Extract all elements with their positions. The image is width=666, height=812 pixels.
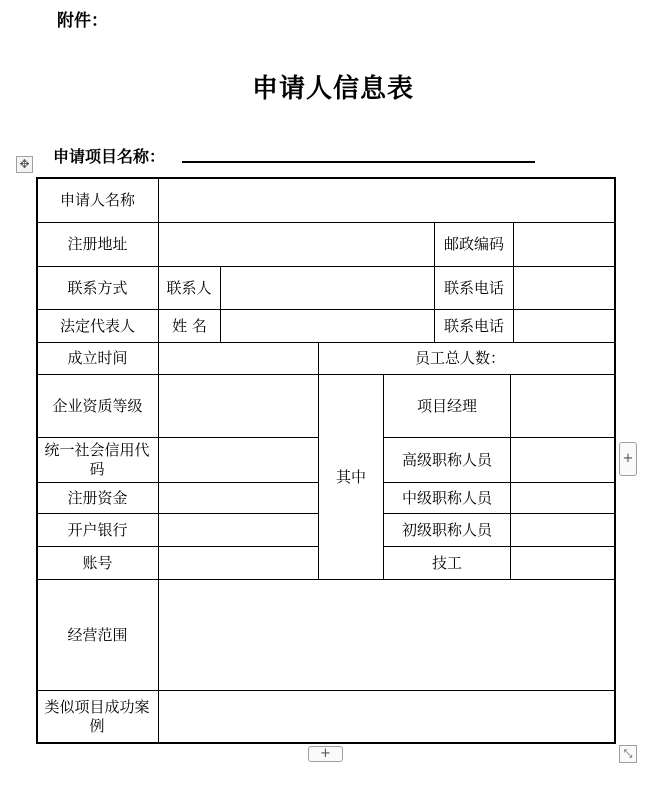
move-icon: ✥ — [19, 157, 30, 171]
registered-address-field[interactable] — [159, 223, 434, 266]
registered-address-label: 注册地址 — [67, 235, 128, 253]
contact-person-label: 联系人 — [166, 278, 212, 297]
postal-code-label: 邮政编码 — [443, 235, 504, 253]
legal-rep-name-field[interactable] — [221, 310, 434, 342]
account-number-label: 账号 — [82, 553, 113, 572]
legal-rep-label: 法定代表人 — [59, 316, 135, 335]
legal-rep-name-label: 姓 名 — [172, 316, 207, 335]
qualification-level-field[interactable] — [159, 375, 318, 437]
registered-capital-field[interactable] — [159, 483, 318, 513]
contact-phone-field[interactable] — [514, 267, 615, 309]
similar-cases-field[interactable] — [159, 691, 615, 743]
table-move-handle[interactable] — [16, 156, 33, 173]
established-time-label: 成立时间 — [67, 349, 128, 367]
contact-phone-label: 联系电话 — [443, 278, 504, 297]
project-name-label: 申请项目名称： — [53, 147, 166, 166]
mid-staff-label: 中级职称人员 — [401, 488, 492, 507]
legal-rep-phone-label: 联系电话 — [443, 316, 504, 335]
add-row-button[interactable] — [308, 746, 343, 762]
applicant-name-field[interactable] — [159, 178, 615, 222]
technician-field[interactable] — [511, 547, 615, 579]
senior-staff-label: 高级职称人员 — [401, 450, 492, 469]
total-employees-field[interactable] — [520, 343, 615, 374]
contact-method-label: 联系方式 — [67, 278, 128, 297]
add-column-button[interactable] — [619, 442, 637, 476]
established-time-field[interactable] — [159, 343, 318, 374]
plus-icon: + — [320, 746, 331, 761]
among-them-label: 其中 — [335, 467, 366, 486]
postal-code-field[interactable] — [514, 223, 615, 266]
project-manager-label: 项目经理 — [416, 396, 477, 415]
applicant-name-label: 申请人名称 — [59, 190, 135, 209]
page-title: 申请人信息表 — [251, 74, 414, 104]
registered-capital-label: 注册资金 — [67, 488, 128, 507]
technician-label: 技工 — [431, 553, 462, 572]
mid-staff-field[interactable] — [511, 483, 615, 513]
junior-staff-label: 初级职称人员 — [401, 520, 492, 539]
bank-label: 开户银行 — [67, 520, 128, 539]
resize-icon: ⤡ — [623, 747, 633, 760]
project-manager-field[interactable] — [511, 375, 615, 437]
similar-cases-label: 类似项目成功案例 — [44, 698, 150, 735]
legal-rep-phone-field[interactable] — [514, 310, 615, 342]
total-employees-label: 员工总人数： — [414, 349, 505, 367]
credit-code-label: 统一社会信用代码 — [44, 441, 150, 478]
plus-icon: + — [622, 451, 634, 466]
business-scope-label: 经营范围 — [67, 625, 128, 644]
credit-code-field[interactable] — [159, 438, 318, 482]
senior-staff-field[interactable] — [511, 438, 615, 482]
account-number-field[interactable] — [159, 547, 318, 579]
project-name-underline[interactable] — [182, 161, 535, 163]
attachment-label: 附件： — [57, 11, 108, 31]
qualification-level-label: 企业资质等级 — [52, 396, 143, 415]
contact-person-field[interactable] — [221, 267, 434, 309]
junior-staff-field[interactable] — [511, 514, 615, 546]
table-resize-handle[interactable] — [619, 745, 637, 763]
business-scope-field[interactable] — [159, 580, 615, 690]
bank-field[interactable] — [159, 514, 318, 546]
